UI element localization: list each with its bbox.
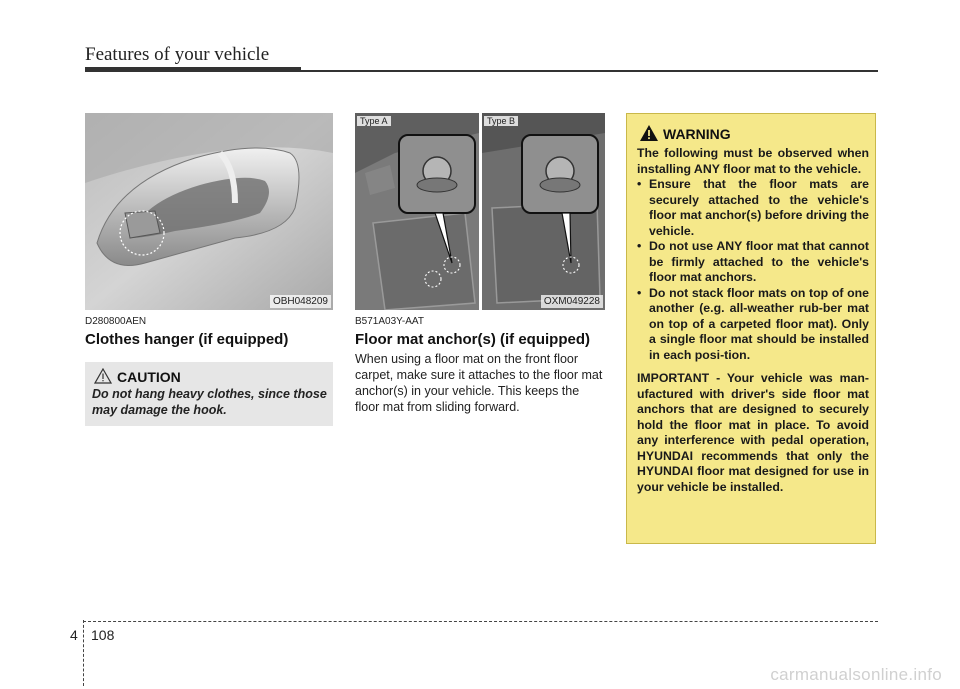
warning-box [626, 113, 876, 544]
clothes-hanger-section-code: D280800AEN [85, 316, 147, 327]
floor-mat-section-code: B571A03Y-AAT [355, 316, 424, 327]
clothes-hanger-photo [85, 113, 333, 310]
warning-bullet: • Ensure that the floor mats are securely attached to the vehicle's floor mat anchor(s) before driving the vehicle. [637, 177, 869, 239]
type-b-label: Type B [484, 116, 518, 126]
caution-box [85, 362, 333, 426]
header-rule-thin [301, 70, 878, 72]
caution-title: CAUTION [117, 369, 181, 385]
watermark: carmanualsonline.info [770, 665, 942, 684]
floor-mat-anchor-type-b-photo [482, 113, 605, 310]
floor-mat-anchor-type-a-photo [355, 113, 479, 310]
caution-triangle-icon [94, 368, 112, 384]
footer-rule-vertical [83, 620, 84, 686]
warning-bullet: • Do not stack floor mats on top of one another (e.g. all-weather rub-ber mat on top of a carpeted floor mat). Only a single floor mat should be installed in each posi-tion. [637, 286, 869, 364]
clothes-hanger-illustration [85, 113, 333, 310]
anchor-type-a-illustration [355, 113, 479, 310]
warning-bullet: • Do not use ANY floor mat that cannot be firmly attached to the vehicle's floor mat anchors. [637, 239, 869, 286]
clothes-hanger-heading: Clothes hanger (if equipped) [85, 331, 289, 348]
anchor-type-b-illustration [482, 113, 605, 310]
page-header-title: Features of your vehicle [85, 44, 270, 65]
floor-mat-photo-code: OXM049228 [541, 295, 603, 308]
warning-bullet-list [637, 177, 869, 363]
caution-text: Do not hang heavy clothes, since those may damage the hook. [92, 387, 327, 417]
warning-title: WARNING [663, 126, 731, 142]
warning-intro: The following must be observed when installing ANY floor mat to the vehicle. [637, 146, 869, 176]
warning-body [637, 146, 869, 495]
floor-mat-heading: Floor mat anchor(s) (if equipped) [355, 331, 590, 348]
warning-important: IMPORTANT - Your vehicle was man-ufactured with driver's side floor mat anchors that are designed to securely hold the floor mat in place. To avoid any interference with pedal operation, HYUNDAI recommends that only the HYUNDAI floor mat designed for use in your vehicle be installed. [637, 371, 869, 494]
footer-chapter-number: 4 [70, 627, 78, 643]
warning-triangle-icon [639, 124, 659, 142]
header-rule-thick [85, 67, 301, 72]
floor-mat-body-text: When using a floor mat on the front floor carpet, make sure it attaches to the floor mat anchor(s) in your vehicle. This keeps the floor mat from sliding forward. [355, 352, 603, 414]
footer-rule-horizontal [83, 621, 878, 622]
footer-page-number: 108 [91, 627, 115, 643]
type-a-label: Type A [357, 116, 391, 126]
clothes-hanger-photo-code: OBH048209 [270, 295, 331, 308]
